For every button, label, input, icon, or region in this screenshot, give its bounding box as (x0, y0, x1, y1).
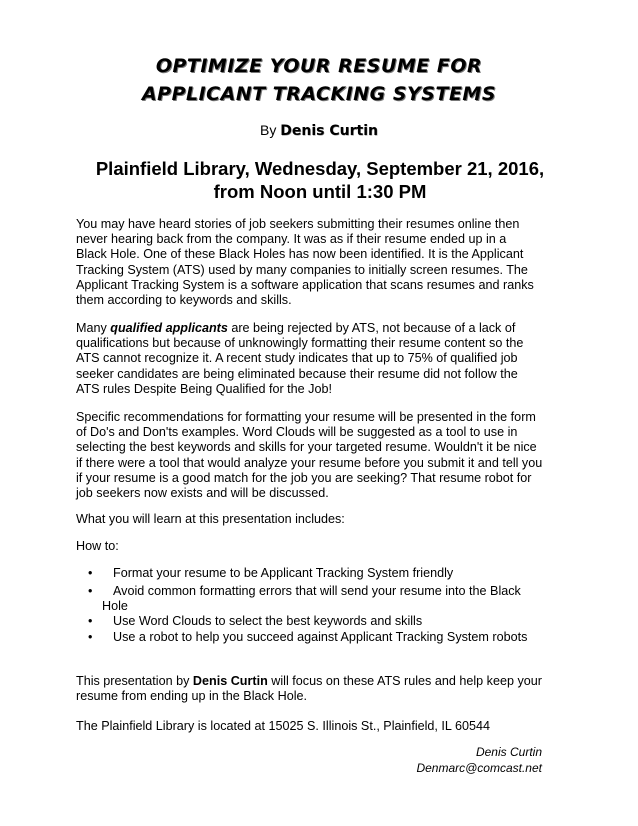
text-span: will focus on these ATS rules and help keep your (267, 674, 542, 688)
signature-email: Denmarc@comcast.net (416, 761, 542, 775)
text-line: You may have heard stories of job seekers submitting their resumes online then (76, 217, 520, 231)
paragraph-recommendations (76, 410, 576, 501)
bullet-icon: • (88, 614, 93, 628)
text-span: are being rejected by ATS, not because of a lack of (227, 321, 516, 335)
text-span: This presentation by (76, 674, 193, 688)
text-line: Applicant Tracking System is a software application that scans resumes and ranks (76, 277, 534, 292)
event-line-1: Plainfield Library, Wednesday, September 21, 2016, (95, 158, 545, 179)
bullet-icon: • (88, 566, 93, 580)
text-line (76, 674, 576, 689)
title-line-1: OPTIMIZE YOUR RESUME FOR (155, 55, 483, 77)
title-line-2: APPLICANT TRACKING SYSTEMS (141, 83, 497, 105)
learn-intro: What you will learn at this presentation includes: (76, 512, 345, 526)
byline-prefix: By (260, 122, 277, 138)
text-line: Specific recommendations for formatting your resume will be presented in the form (76, 410, 536, 424)
signature-name: Denis Curtin (475, 745, 542, 759)
paragraph-intro (76, 217, 576, 308)
paragraph-qualified (76, 321, 576, 397)
author-name: Denis Curtin (280, 123, 378, 139)
text-line: qualifications but because of unknowingly formatting their resume content so the (76, 336, 524, 351)
text-span: Many (76, 321, 111, 335)
howto-label: How to: (76, 539, 119, 553)
list-item-text: Format your resume to be Applicant Tracking System friendly (113, 566, 454, 580)
text-line: selecting the best keywords and skills for your targeted resume. Wouldn't it be nice (76, 440, 537, 455)
text-line: ATS cannot recognize it. A recent study indicates that up to 75% of qualified job (76, 351, 518, 366)
bullet-icon: • (88, 584, 93, 598)
text-line: resume from ending up in the Black Hole. (76, 689, 308, 704)
list-item-text: Use Word Clouds to select the best keywords and skills (113, 614, 423, 628)
text-line (76, 321, 576, 336)
text-line: if there were a tool that would analyze your resume before you submit it and tell you (76, 455, 543, 470)
text-line: ATS rules Despite Being Qualified for the Job! (76, 381, 332, 396)
text-line: of Do's and Don'ts examples. Word Clouds will be suggested as a tool to use in (76, 425, 518, 440)
text-line: Tracking System (ATS) used by many companies to initially screen resumes. The (76, 262, 528, 277)
paragraph-closing (76, 674, 576, 704)
list-item-text: Use a robot to help you succeed against Applicant Tracking System robots (113, 630, 528, 644)
text-line: Black Hole. One of these Black Holes has now been identified. It is the Applicant (76, 247, 524, 262)
emphasis-qualified-applicants: qualified applicants (110, 321, 228, 335)
text-line: them according to keywords and skills. (76, 293, 292, 308)
bullet-icon: • (88, 630, 93, 644)
text-line: if your resume is a good match for the job you are seeking? That resume robot for (76, 470, 532, 485)
closing-author-name: Denis Curtin (192, 674, 268, 688)
text-line: seeker candidates are being eliminated because their resume did not follow the (76, 366, 518, 381)
text-line: job seekers now exists and will be discussed. (76, 486, 329, 501)
event-line-2: from Noon until 1:30 PM (213, 181, 427, 202)
list-item-text: Hole (102, 599, 128, 613)
text-line: never hearing back from the company. It was as if their resume ended up in a (76, 232, 507, 247)
list-item-text: Avoid common formatting errors that will send your resume into the Black (113, 584, 521, 598)
location-line: The Plainfield Library is located at 15025 S. Illinois St., Plainfield, IL 60544 (76, 719, 490, 733)
byline (0, 122, 638, 139)
